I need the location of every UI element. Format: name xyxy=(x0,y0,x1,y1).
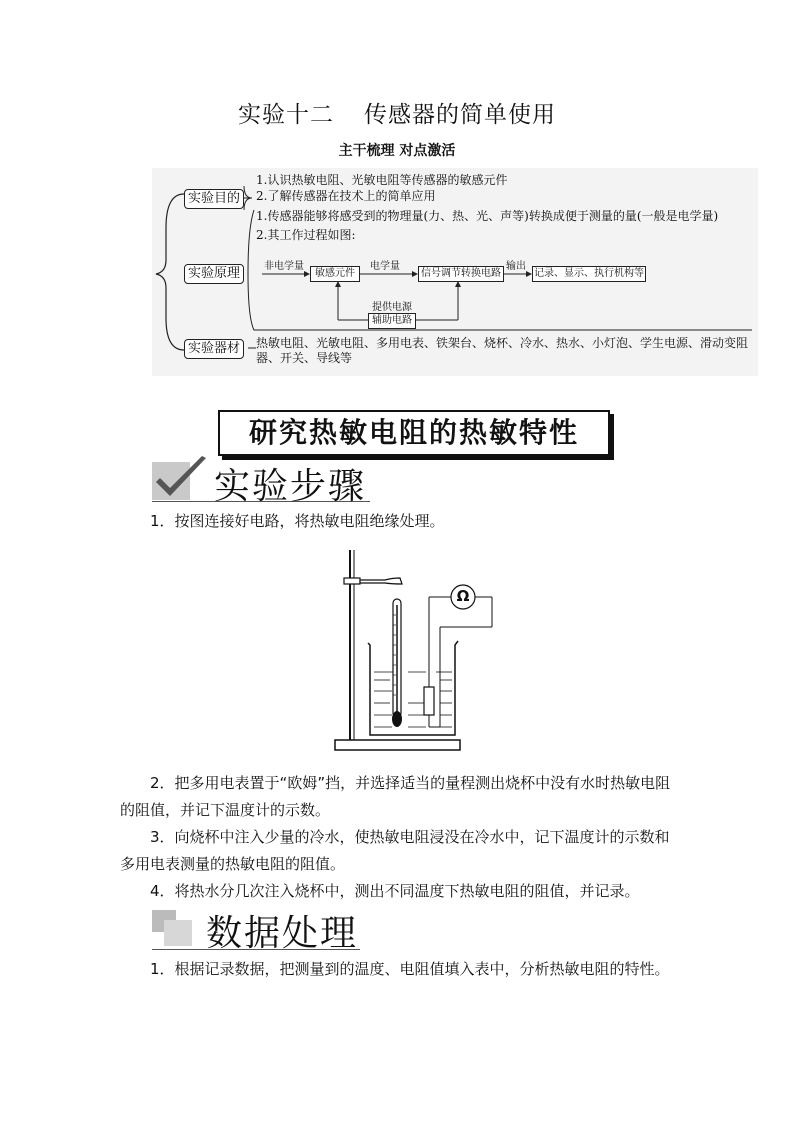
check-icon-mark xyxy=(150,454,210,496)
step-2: 2．把多用电表置于“欧姆”挡，并选择适当的量程测出烧杯中没有水时热敏电阻的阻值，并记下温度计的示数。 xyxy=(120,774,671,819)
page-title xyxy=(0,96,794,129)
summary-panel xyxy=(152,168,758,376)
step-1: 1．按图连接好电路，将热敏电阻绝缘处理。 xyxy=(150,512,445,530)
step-4: 4．将热水分几次注入烧杯中，测出不同温度下热敏电阻的阻值，并记录。 xyxy=(150,882,640,900)
steps-heading: 实验步骤 xyxy=(214,466,367,507)
title-main: 实验十二 xyxy=(238,102,334,128)
equipment-label: 实验器材 xyxy=(184,339,244,359)
flow-power: 提供电源 xyxy=(372,302,412,313)
flow-output: 输出 xyxy=(506,261,526,272)
data-heading-icon-back xyxy=(164,920,192,946)
check-icon xyxy=(152,462,190,500)
purpose-item-2: 2.了解传感器在技术上的简单应用 xyxy=(256,189,436,203)
purpose-label: 实验目的 xyxy=(184,189,244,209)
data-item-1: 1．根据记录数据，把测量到的温度、电阻值填入表中，分析热敏电阻的特性。 xyxy=(150,960,670,978)
purpose-item-1: 1.认识热敏电阻、光敏电阻等传感器的敏感元件 xyxy=(256,173,508,187)
step-3: 3．向烧杯中注入少量的冷水，使热敏电阻浸没在冷水中，记下温度计的示数和多用电表测量的热敏电阻的阻值。 xyxy=(120,828,670,873)
page-subtitle: 主干梳理 对点激活 xyxy=(338,143,456,159)
flow-sensor: 敏感元件 xyxy=(310,266,360,282)
flow-input: 非电学量 xyxy=(264,261,304,272)
flow-converter: 信号调节转换电路 xyxy=(418,266,504,282)
principle-item-1: 1.传感器能够将感受到的物理量(力、热、光、声等)转换成便于测量的量(一般是电学量) xyxy=(256,209,719,223)
section-banner: 研究热敏电阻的热敏特性 xyxy=(218,410,610,456)
title-sub: 传感器的简单使用 xyxy=(364,102,556,128)
ohm-symbol: Ω xyxy=(456,587,470,605)
apparatus-diagram xyxy=(330,545,502,757)
data-heading: 数据处理 xyxy=(206,913,359,954)
equipment-text: 热敏电阻、光敏电阻、多用电表、铁架台、烧杯、冷水、热水、小灯泡、学生电源、滑动变阻器、开关、导线等 xyxy=(256,336,749,365)
principle-label: 实验原理 xyxy=(184,264,244,284)
principle-item-2: 2.其工作过程如图: xyxy=(256,228,356,242)
flow-result: 记录、显示、执行机构等 xyxy=(532,266,646,282)
flow-aux: 辅助电路 xyxy=(368,313,416,329)
flow-electric: 电学量 xyxy=(370,261,400,272)
